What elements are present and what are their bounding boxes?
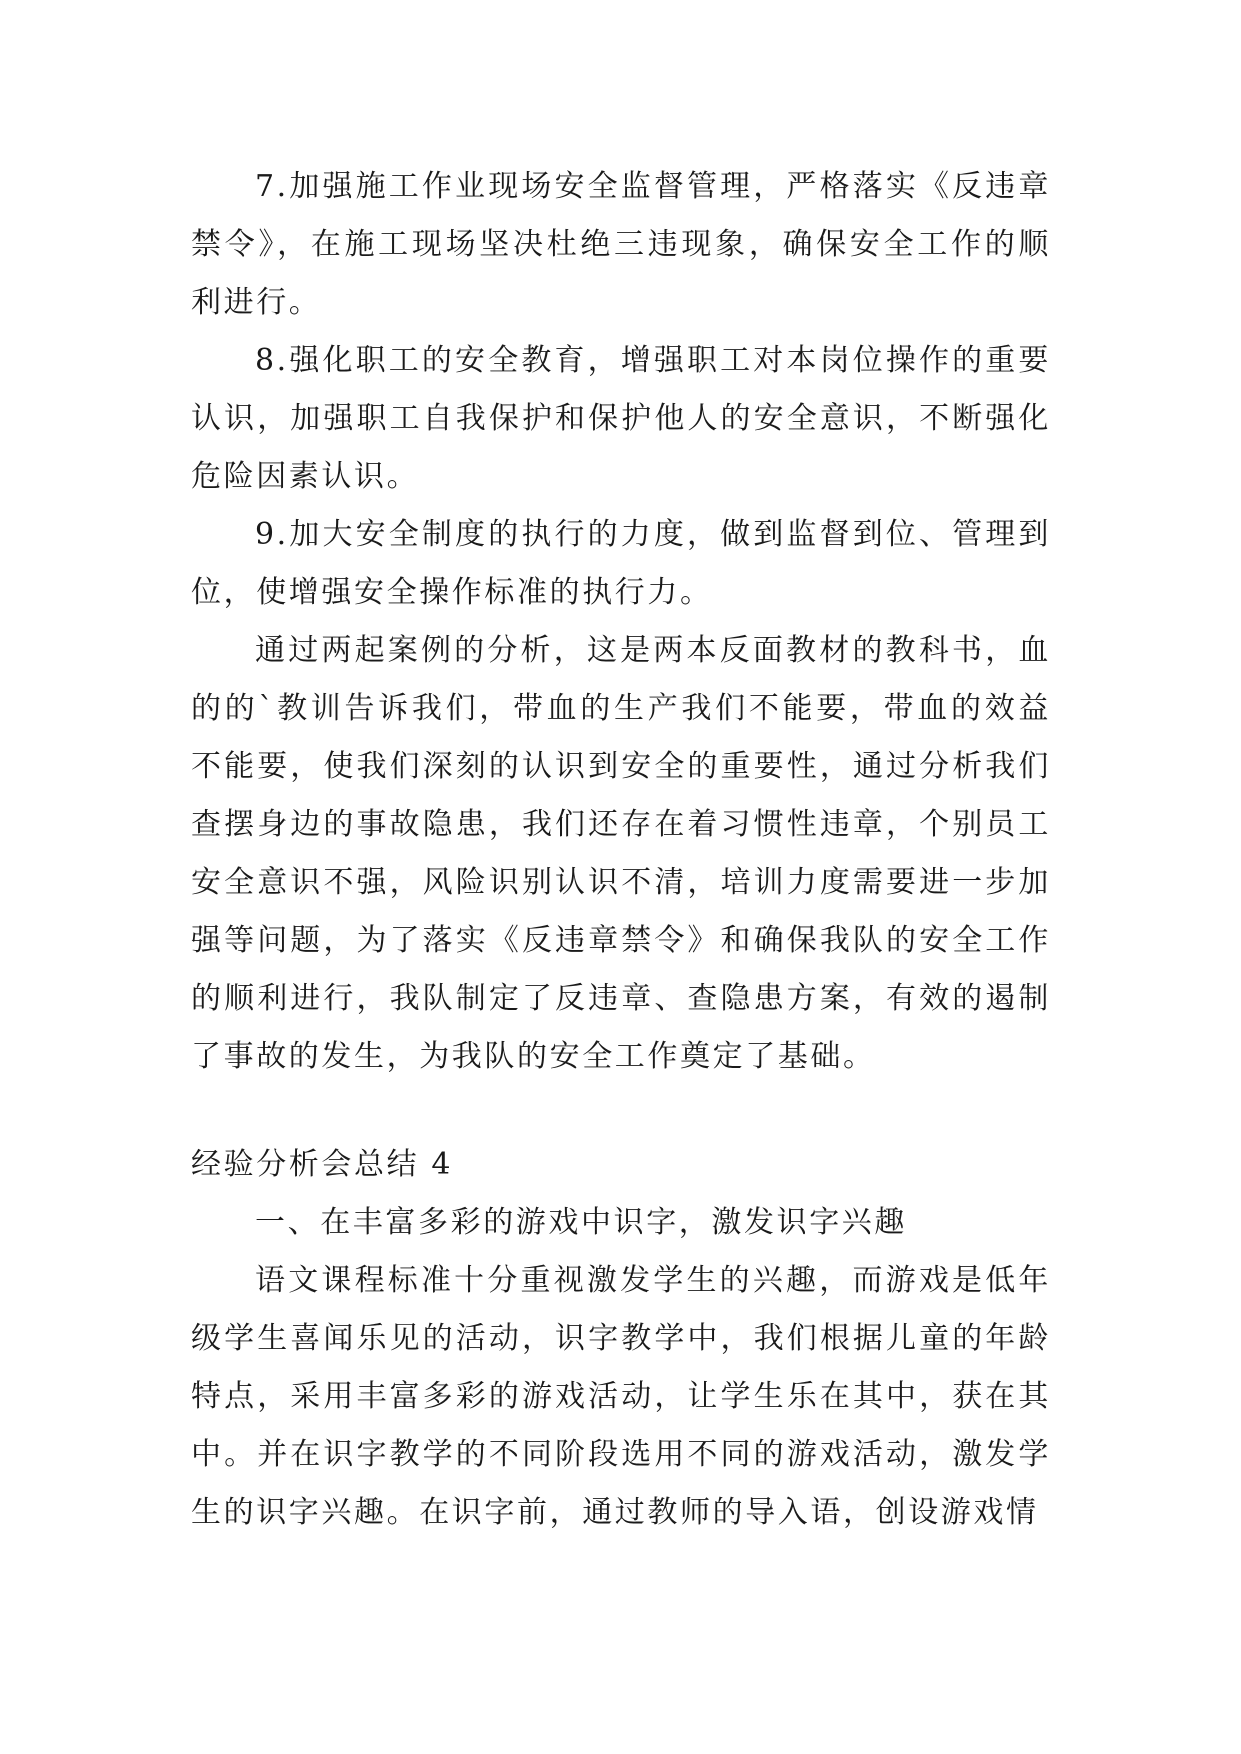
section-title: 经验分析会总结 4 [191,1147,454,1182]
paragraph-item-7: 7.加强施工作业现场安全监督管理，严格落实《反违章禁令》，在施工现场坚决杜绝三违现象，确保安全工作的顺利进行。 [191,169,1051,320]
paragraph-literacy-interest: 语文课程标准十分重视激发学生的兴趣，而游戏是低年级学生喜闻乐见的活动，识字教学中，我们根据儿童的年龄特点，采用丰富多彩的游戏活动，让学生乐在其中，获在其中。并在识字教学的不同阶段选用不同的游戏活动，激发学生的识字兴趣。在识字前，通过教师的导入语，创设游戏情 [191,1263,1051,1530]
paragraph-item-9: 9.加大安全制度的执行的力度，做到监督到位、管理到位，使增强安全操作标准的执行力。 [191,517,1051,610]
paragraph-item-8: 8.强化职工的安全教育，增强职工对本岗位操作的重要认识，加强职工自我保护和保护他人的安全意识，不断强化危险因素认识。 [191,343,1051,494]
document-body [191,158,1051,1542]
paragraph-case-analysis: 通过两起案例的分析，这是两本反面教材的教科书，血的的`教训告诉我们，带血的生产我们不能要，带血的效益不能要，使我们深刻的认识到安全的重要性，通过分析我们查摆身边的事故隐患，我们还存在着习惯性违章，个别员工安全意识不强，风险识别认识不清，培训力度需要进一步加强等问题，为了落实《反违章禁令》和确保我队的安全工作的顺利进行，我队制定了反违章、查隐患方案，有效的遏制了事故的发生，为我队的安全工作奠定了基础。 [191,633,1051,1074]
subheading-literacy-games: 一、在丰富多彩的游戏中识字，激发识字兴趣 [255,1205,907,1240]
